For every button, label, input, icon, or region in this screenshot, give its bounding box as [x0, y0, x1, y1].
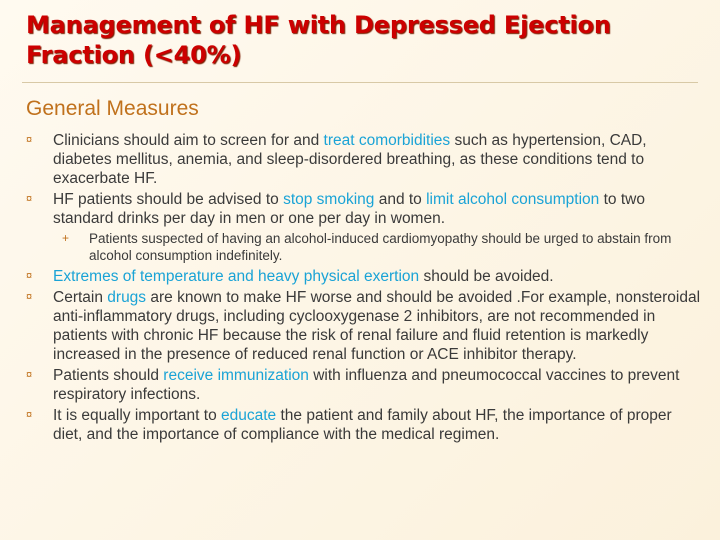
highlight-text: treat comorbidities [323, 132, 451, 149]
section-subtitle: General Measures [26, 97, 199, 120]
highlight-text: stop smoking [283, 191, 375, 208]
item-text: Patients should [53, 367, 164, 384]
item-text: Certain [53, 289, 108, 306]
item-text: and to [374, 191, 427, 208]
plus-icon: + [62, 231, 70, 245]
item-text: the patient and family about HF, the importance of proper diet, and the importance of compliance with the medical regimen. [53, 407, 672, 443]
list-item [22, 288, 702, 364]
highlight-text: drugs [107, 289, 147, 306]
item-text: It is equally important to [53, 407, 221, 424]
list-item [22, 366, 702, 404]
bullet-icon: ¤ [26, 270, 33, 282]
item-text: to two standard drinks per day in men or one per day in women. [53, 191, 645, 227]
item-text: with influenza and pneumococcal vaccines to prevent respiratory infections. [53, 367, 680, 403]
title-divider [22, 82, 698, 83]
bullet-icon: ¤ [26, 409, 33, 421]
item-text: Clinicians should aim to screen for and [53, 132, 324, 149]
slide-title: Management of HF with Depressed Ejection Fraction (<40%) [26, 11, 611, 69]
highlight-text: receive immunization [163, 367, 309, 384]
highlight-text: Extremes of temperature and heavy physical exertion [53, 268, 420, 285]
sub-list-item [22, 230, 702, 264]
list-item [22, 267, 702, 286]
highlight-text: limit alcohol consumption [426, 191, 600, 208]
bullet-icon: ¤ [26, 291, 33, 303]
highlight-text: educate [221, 407, 277, 424]
bullet-icon: ¤ [26, 134, 33, 146]
bullet-list [22, 131, 702, 446]
item-text: HF patients should be advised to [53, 191, 284, 208]
item-text: should be avoided. [419, 268, 554, 285]
list-item [22, 131, 702, 188]
item-text: such as hypertension, CAD, diabetes mellitus, anemia, and sleep-disordered breathing, as these conditions tend to exacerbate HF. [53, 132, 647, 187]
item-text: are known to make HF worse and should be avoided .For example, nonsteroidal anti-inflammatory drugs, including cyclooxygenase 2 inhibitors, are not recommended in patients with chronic HF because the risk of renal failure and fluid retention is markedly increased in the presence of reduced renal function or ACE inhibitor therapy. [53, 289, 701, 363]
bullet-icon: ¤ [26, 193, 33, 205]
list-item [22, 406, 702, 444]
list-item [22, 190, 702, 228]
bullet-icon: ¤ [26, 369, 33, 381]
sub-item-text: Patients suspected of having an alcohol-induced cardiomyopathy should be urged to abstain from alcohol consumption indefinitely. [89, 231, 672, 263]
